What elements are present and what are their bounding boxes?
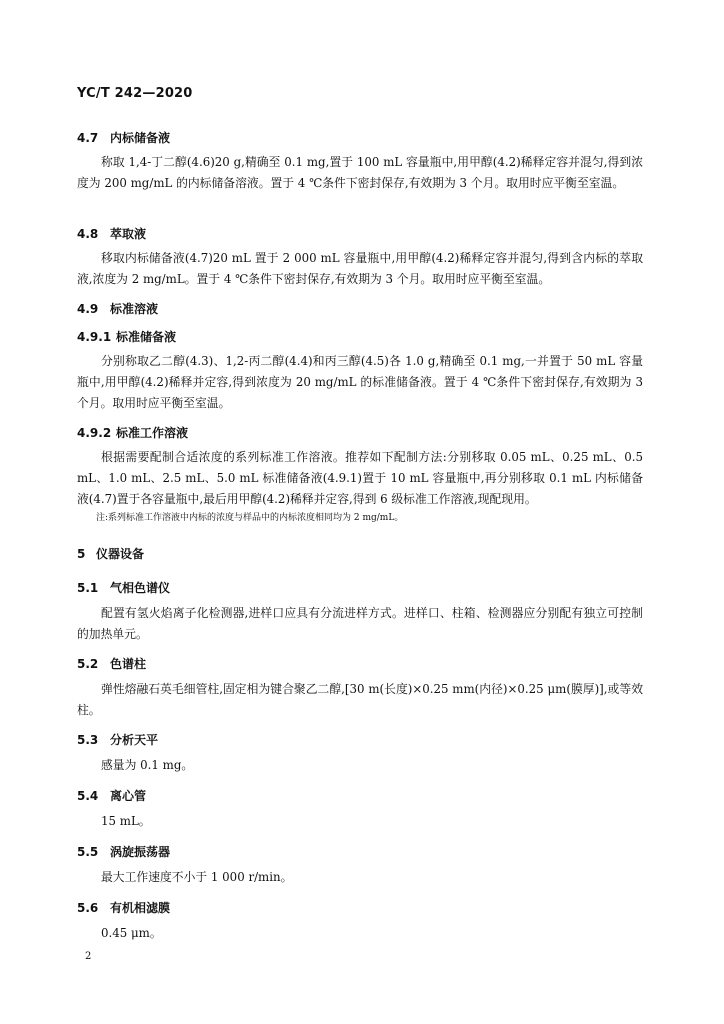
heading-5-1 [77, 579, 170, 596]
page-number: 2 [85, 951, 92, 962]
heading-title: 仪器设备 [96, 547, 145, 561]
standard-code-header: YC/T 242—2020 [77, 86, 193, 101]
paragraph-5-4: 15 mL。 [101, 814, 151, 828]
heading-number: 4.9 [77, 302, 99, 316]
heading-title: 色谱柱 [110, 657, 147, 671]
heading-5-2 [77, 655, 146, 672]
paragraph-5-1: 配置有氢火焰离子化检测器,进样口应具有分流进样方式。进样口、柱箱、检测器应分别配有独立可控制的加热单元。 [77, 606, 643, 641]
heading-number: 5.5 [77, 845, 99, 859]
heading-number: 4.9.2 [77, 426, 112, 440]
heading-4-9 [77, 300, 158, 317]
heading-number: 5.3 [77, 733, 99, 747]
paragraph-5-6: 0.45 μm。 [101, 926, 162, 940]
paragraph-4-7: 称取 1,4-丁二醇(4.6)20 g,精确至 0.1 mg,置于 100 mL 容量瓶中,用甲醇(4.2)稀释定容并混匀,得到浓度为 200 mg/mL 的内标储备溶液。置于 4 ℃条件下密封保存,有效期为 3 个月。取用时应平衡至室温。 [77, 155, 643, 190]
heading-number: 5.1 [77, 581, 99, 595]
heading-title: 气相色谱仪 [110, 581, 171, 595]
heading-5-5 [77, 843, 170, 860]
note-4-9-2: 注:系列标准工作溶液中内标的浓度与样品中的内标浓度相同均为 2 mg/mL。 [96, 513, 404, 523]
heading-number: 5 [77, 547, 86, 561]
heading-number: 5.6 [77, 901, 99, 915]
heading-title: 有机相滤膜 [110, 901, 171, 915]
heading-title: 涡旋振荡器 [110, 845, 171, 859]
heading-4-8 [77, 225, 146, 242]
heading-title: 内标储备液 [110, 131, 171, 145]
heading-5-6 [77, 899, 170, 916]
paragraph-4-9-2: 根据需要配制合适浓度的系列标准工作溶液。推荐如下配制方法:分别移取 0.05 mL、0.25 mL、0.5 mL、1.0 mL、2.5 mL、5.0 mL 标准储备液(4.9.1)置于 10 mL 容量瓶中,再分别移取 0.1 mL 内标储备液(4.7)置于各容量瓶中,最后用甲醇(4.2)稀释并定容,得到 6 级标准工作溶液,现配现用。 [77, 450, 643, 506]
heading-number: 5.2 [77, 657, 99, 671]
paragraph-5-3: 感量为 0.1 mg。 [101, 758, 194, 772]
heading-5 [77, 545, 144, 562]
heading-title: 萃取液 [110, 227, 147, 241]
heading-4-7 [77, 129, 170, 146]
heading-4-9-1 [77, 328, 176, 345]
heading-title: 分析天平 [110, 733, 159, 747]
paragraph-5-5: 最大工作速度不小于 1 000 r/min。 [101, 870, 293, 884]
heading-4-9-2 [77, 424, 188, 441]
paragraph-5-2: 弹性熔融石英毛细管柱,固定相为键合聚乙二醇,[30 m(长度)×0.25 mm(内径)×0.25 μm(膜厚)],或等效柱。 [77, 682, 643, 717]
heading-title: 标准工作溶液 [116, 426, 189, 440]
paragraph-4-8: 移取内标储备液(4.7)20 mL 置于 2 000 mL 容量瓶中,用甲醇(4.2)稀释定容并混匀,得到含内标的萃取液,浓度为 2 mg/mL。置于 4 ℃条件下密封保存,有效期为 3 个月。取用时应平衡至室温。 [77, 251, 643, 286]
paragraph-4-9-1: 分别称取乙二醇(4.3)、1,2-丙二醇(4.4)和丙三醇(4.5)各 1.0 g,精确至 0.1 mg,一并置于 50 mL 容量瓶中,用甲醇(4.2)稀释并定容,得到浓度为 20 mg/mL 的标准储备液。置于 4 ℃条件下密封保存,有效期为 3 个月。取用时应平衡至室温。 [77, 354, 643, 410]
heading-number: 5.4 [77, 789, 99, 803]
heading-5-3 [77, 731, 158, 748]
heading-number: 4.7 [77, 131, 99, 145]
heading-5-4 [77, 787, 146, 804]
heading-number: 4.9.1 [77, 330, 112, 344]
heading-title: 离心管 [110, 789, 147, 803]
heading-number: 4.8 [77, 227, 99, 241]
heading-title: 标准储备液 [116, 330, 177, 344]
heading-title: 标准溶液 [110, 302, 159, 316]
